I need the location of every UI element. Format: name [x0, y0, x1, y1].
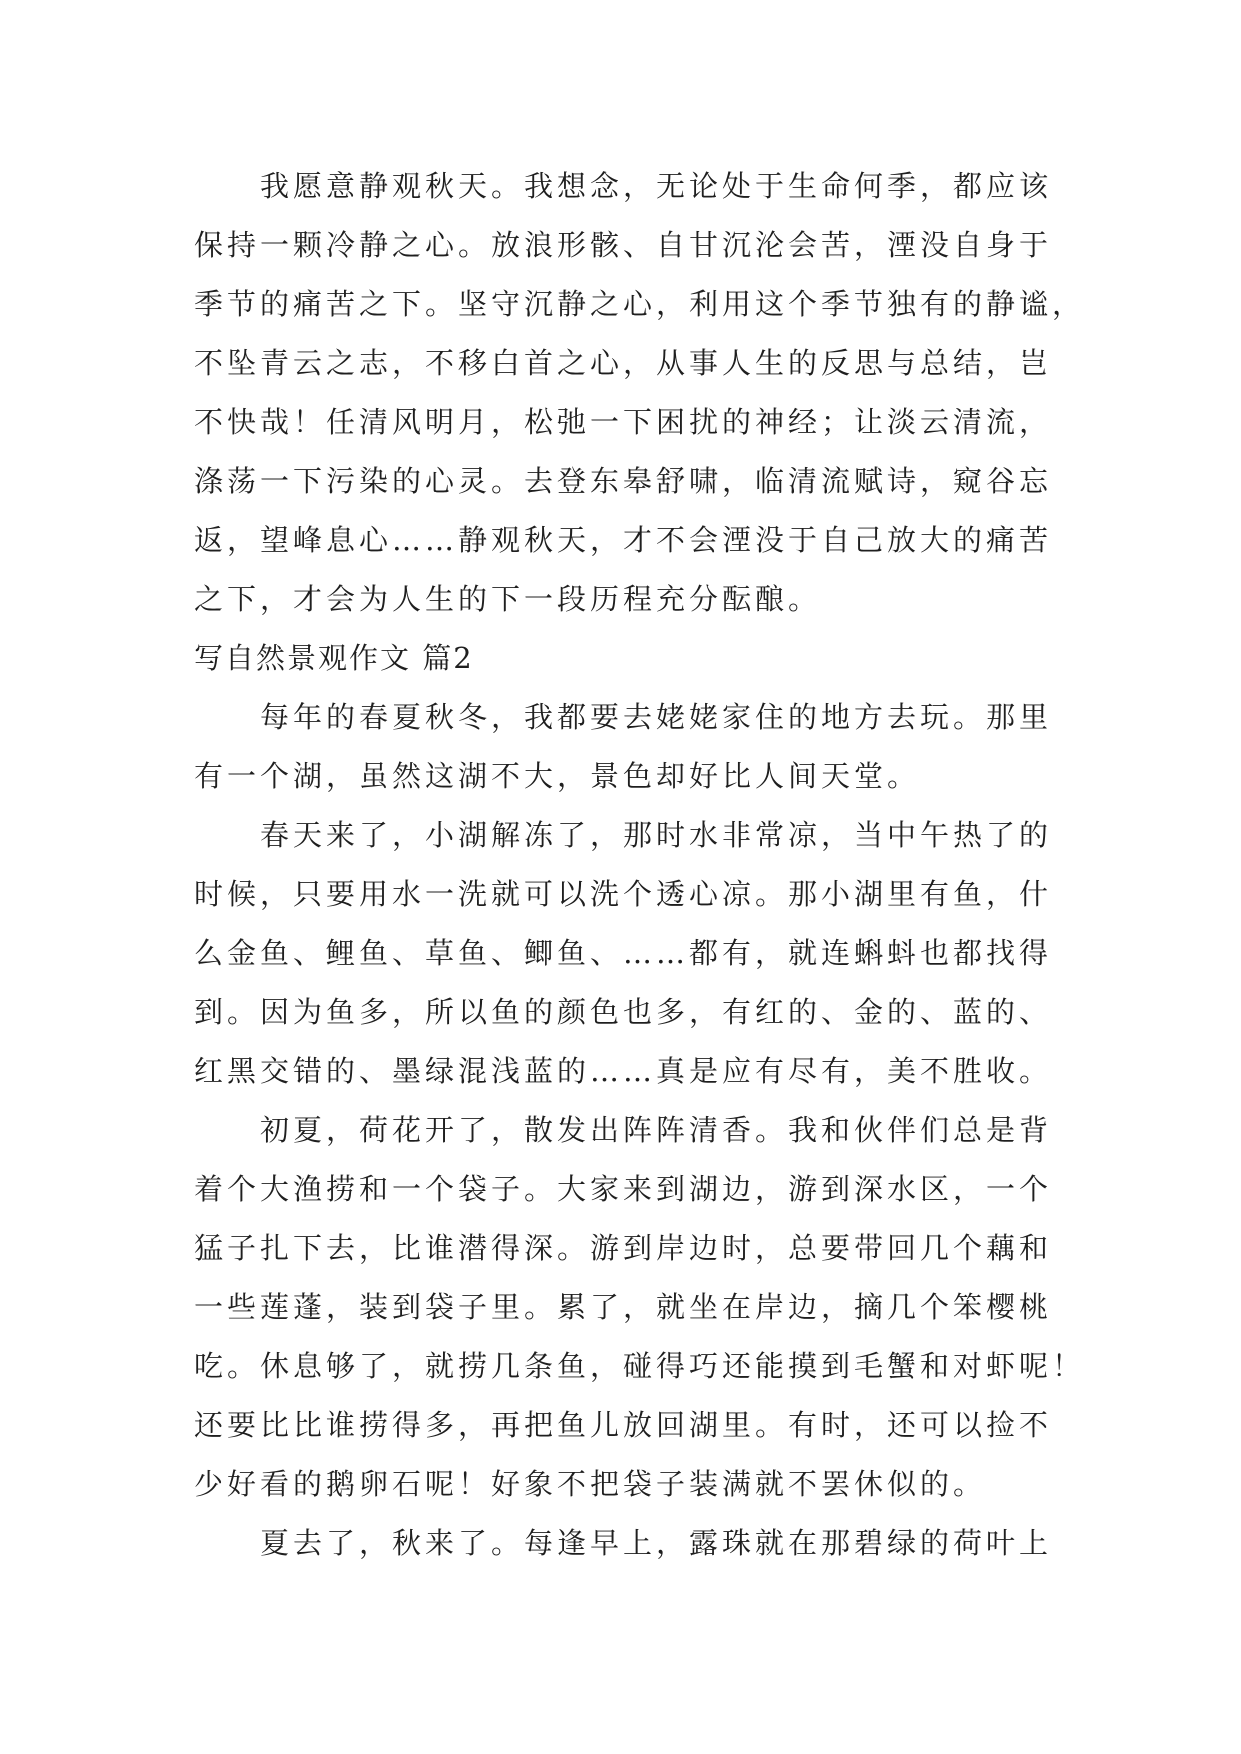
paragraph-line: 每年的春夏秋冬，我都要去姥姥家住的地方去玩。那里: [260, 700, 1053, 734]
section-heading: 写自然景观作文 篇2: [194, 641, 474, 675]
paragraph-summer: [194, 1101, 1084, 1514]
paragraph-line: 初夏，荷花开了，散发出阵阵清香。我和伙伴们总是背: [260, 1113, 1053, 1147]
paragraph-line: 保持一颗冷静之心。放浪形骸、自甘沉沦会苦，湮没自身于: [194, 228, 1053, 262]
paragraph-line: 夏去了，秋来了。每逢早上，露珠就在那碧绿的荷叶上: [260, 1526, 1053, 1560]
paragraph-line: 不坠青云之志，不移白首之心，从事人生的反思与总结，岂: [194, 346, 1053, 380]
paragraph-line: 吃。休息够了，就捞几条鱼，碰得巧还能摸到毛蟹和对虾呢！: [194, 1349, 1086, 1383]
paragraph-line: 红黑交错的、墨绿混浅蓝的……真是应有尽有，美不胜收。: [194, 1054, 1053, 1088]
paragraph-line: 还要比比谁捞得多，再把鱼儿放回湖里。有时，还可以捡不: [194, 1408, 1053, 1442]
paragraph-spring: [194, 806, 1084, 1101]
paragraph-late-summer: [194, 1514, 1084, 1573]
paragraph-intro: [194, 688, 1084, 806]
paragraph-line: 到。因为鱼多，所以鱼的颜色也多，有红的、金的、蓝的、: [194, 995, 1053, 1029]
paragraph-autumn: [194, 157, 1084, 629]
paragraph-line: 么金鱼、鲤鱼、草鱼、鲫鱼、……都有，就连蝌蚪也都找得: [194, 936, 1053, 970]
paragraph-line: 时候，只要用水一洗就可以洗个透心凉。那小湖里有鱼，什: [194, 877, 1053, 911]
paragraph-line: 不快哉！任清风明月，松弛一下困扰的神经；让淡云清流，: [194, 405, 1053, 439]
document-body: [194, 157, 1084, 1573]
paragraph-line: 返，望峰息心……静观秋天，才不会湮没于自己放大的痛苦: [194, 523, 1053, 557]
paragraph-line: 我愿意静观秋天。我想念，无论处于生命何季，都应该: [260, 169, 1053, 203]
paragraph-line: 一些莲蓬，装到袋子里。累了，就坐在岸边，摘几个笨樱桃: [194, 1290, 1053, 1324]
paragraph-line: 季节的痛苦之下。坚守沉静之心，利用这个季节独有的静谧，: [194, 287, 1086, 321]
paragraph-line: 春天来了，小湖解冻了，那时水非常凉，当中午热了的: [260, 818, 1053, 852]
paragraph-line: 涤荡一下污染的心灵。去登东皋舒啸，临清流赋诗，窥谷忘: [194, 464, 1053, 498]
paragraph-line: 有一个湖，虽然这湖不大，景色却好比人间天堂。: [194, 759, 921, 793]
paragraph-line: 之下，才会为人生的下一段历程充分酝酿。: [194, 582, 822, 616]
paragraph-line: 少好看的鹅卵石呢！好象不把袋子装满就不罢休似的。: [194, 1467, 987, 1501]
paragraph-line: 着个大渔捞和一个袋子。大家来到湖边，游到深水区，一个: [194, 1172, 1053, 1206]
paragraph-line: 猛子扎下去，比谁潜得深。游到岸边时，总要带回几个藕和: [194, 1231, 1053, 1265]
